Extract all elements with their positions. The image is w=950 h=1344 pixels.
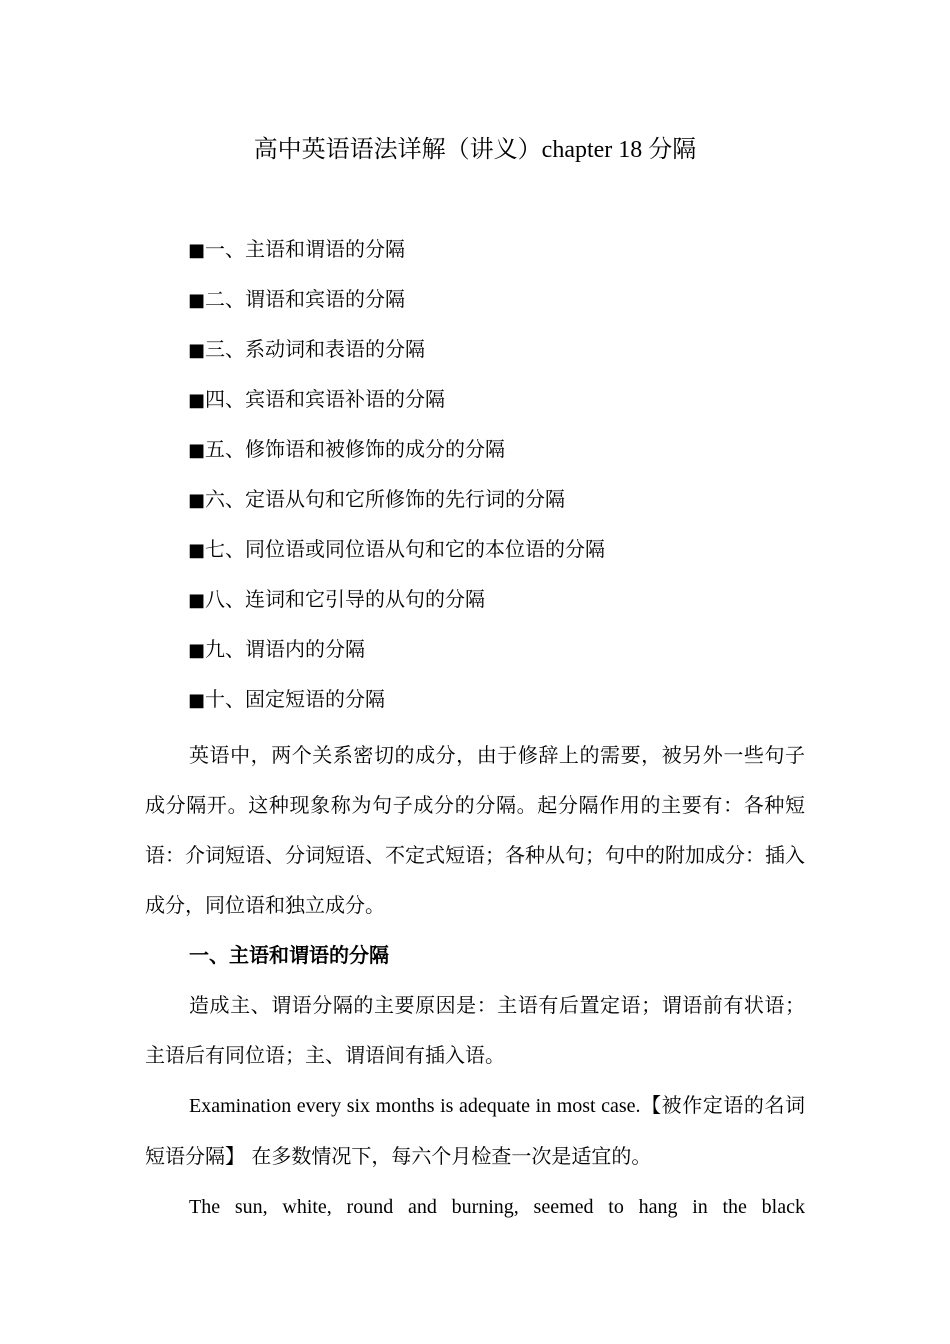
- toc-item: [188, 582, 605, 632]
- toc-item-label: 五、修饰语和被修饰的成分的分隔: [205, 437, 506, 461]
- toc-item-label: 四、宾语和宾语补语的分隔: [205, 387, 446, 411]
- square-bullet-icon: ■: [188, 640, 206, 661]
- toc-item-label: 二、谓语和宾语的分隔: [205, 287, 406, 311]
- intro-paragraph: 英语中，两个关系密切的成分，由于修辞上的需要，被另外一些句子成分隔开。这种现象称为句子成分的分隔。起分隔作用的主要有：各种短语：介词短语、分词短语、不定式短语；各种从句；句中的附加成分：插入成分，同位语和独立成分。: [145, 743, 805, 917]
- example-paragraph: [145, 1080, 805, 1181]
- table-of-contents: [188, 232, 605, 732]
- toc-item-label: 九、谓语内的分隔: [205, 637, 366, 661]
- example-sentence: Examination every six months is adequate in most case.: [189, 1095, 641, 1117]
- toc-item-label: 八、连词和它引导的从句的分隔: [205, 587, 486, 611]
- toc-item: [188, 632, 605, 682]
- square-bullet-icon: ■: [188, 390, 206, 411]
- document-body: [145, 730, 805, 1232]
- toc-item: [188, 532, 605, 582]
- square-bullet-icon: ■: [188, 590, 206, 611]
- example-sentence: The sun, white, round and burning, seemed to hang in the black: [189, 1196, 805, 1218]
- toc-item: [188, 682, 605, 732]
- toc-item-label: 一、主语和谓语的分隔: [205, 237, 406, 261]
- square-bullet-icon: ■: [188, 540, 206, 561]
- example-paragraph: [145, 1181, 805, 1232]
- square-bullet-icon: ■: [188, 440, 206, 461]
- toc-item: [188, 332, 605, 382]
- square-bullet-icon: ■: [188, 340, 206, 361]
- toc-item-label: 六、定语从句和它所修饰的先行词的分隔: [205, 487, 566, 511]
- example-note: 【被作定语的名词短语分隔】: [145, 1093, 805, 1168]
- toc-item: [188, 382, 605, 432]
- toc-item-label: 十、固定短语的分隔: [205, 687, 386, 711]
- square-bullet-icon: ■: [188, 490, 206, 511]
- example-translation: 在多数情况下，每六个月检查一次是适宜的。: [251, 1144, 652, 1168]
- toc-item-label: 三、系动词和表语的分隔: [205, 337, 426, 361]
- toc-item: [188, 482, 605, 532]
- square-bullet-icon: ■: [188, 240, 206, 261]
- square-bullet-icon: ■: [188, 690, 206, 711]
- toc-item-label: 七、同位语或同位语从句和它的本位语的分隔: [205, 537, 606, 561]
- toc-item: [188, 232, 605, 282]
- toc-item: [188, 432, 605, 482]
- section-description: 造成主、谓语分隔的主要原因是：主语有后置定语；谓语前有状语；主语后有同位语；主、谓语间有插入语。: [145, 993, 805, 1067]
- square-bullet-icon: ■: [188, 290, 206, 311]
- toc-item: [188, 282, 605, 332]
- document-title: 高中英语语法详解（讲义）chapter 18 分隔: [253, 137, 697, 163]
- section-heading: 一、主语和谓语的分隔: [189, 943, 389, 967]
